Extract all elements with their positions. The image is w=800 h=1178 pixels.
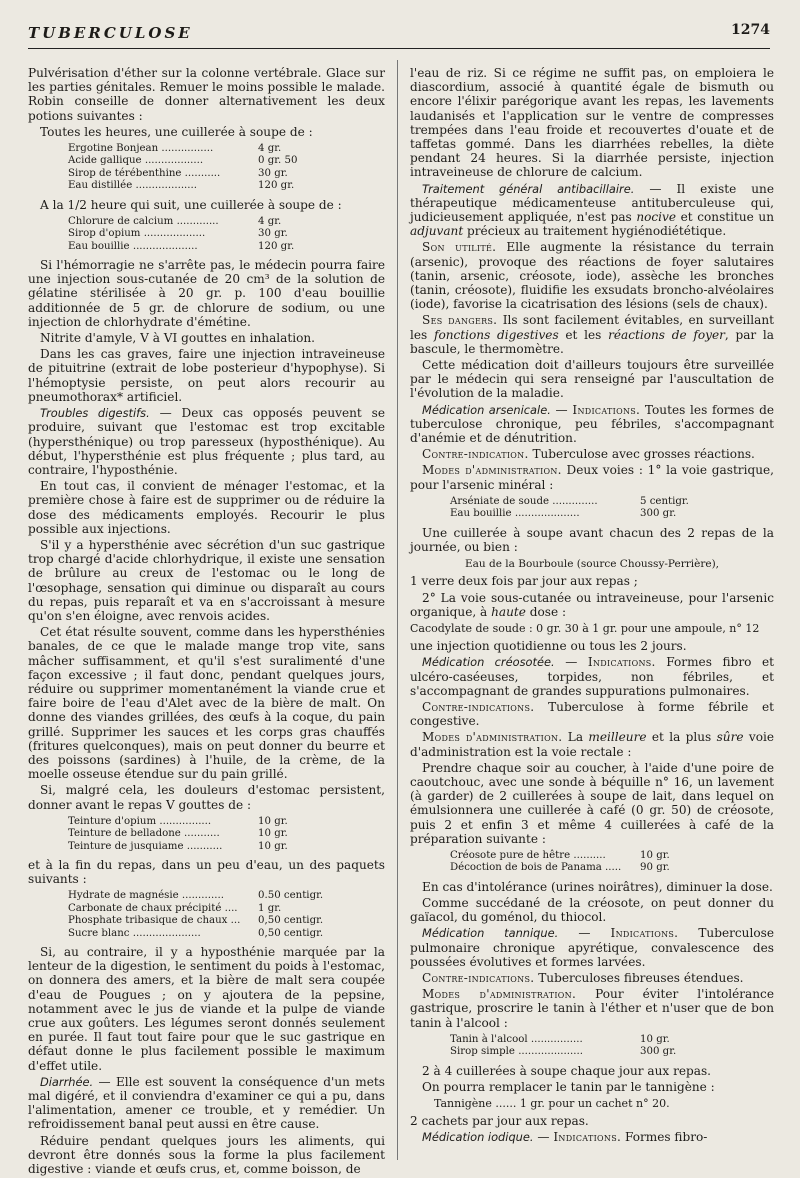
page-number: 1274 [731, 22, 770, 38]
paragraph: En tout cas, il convient de ménager l'estomac, et la première chose à faire est de supprimer ou de réduire la dose des médicaments employés. Recourir le plus possible aux injections. [28, 479, 385, 536]
ingredient-quantity: 1 gr. [258, 902, 282, 914]
ingredient-quantity: 300 gr. [640, 1046, 677, 1058]
prescription-row [68, 828, 385, 840]
prescription-row [450, 1034, 774, 1046]
prescription-row [68, 915, 385, 927]
prescription-row [68, 155, 385, 167]
ingredient-name: Teinture de jusquiame ........... [68, 840, 223, 852]
ingredient-name: Teinture de belladone ........... [68, 828, 220, 840]
paragraph: Son utilité. Elle augmente la résistance du terrain (arsenic), provoque des réactions de foyer salutaires (tanin, arsenic, créosote, iode), assèche les bronches (tanin, créosote), fluidifie les exsudats broncho-alvéolaires (iode), favorise la cicatrisation des lésions (sels de chaux). [410, 240, 774, 312]
prescription-2 [68, 216, 385, 253]
ingredient-quantity: 10 gr. [258, 828, 288, 840]
ingredient-quantity: 10 gr. [640, 849, 670, 861]
paragraph: 1 verre deux fois par jour aux repas ; [410, 574, 638, 589]
running-title: TUBERCULOSE [28, 24, 193, 42]
ingredient-quantity: 120 gr. [258, 240, 295, 252]
ingredient-quantity: 4 gr. [258, 143, 282, 155]
ingredient-quantity: 10 gr. [258, 840, 288, 852]
paragraph: Ses dangers. Ils sont facilement évitables, en surveillant les fonctions digestives et les réactions de foyer, par la bascule, le thermomètre. [410, 313, 774, 356]
ingredient-name: Eau distillée ................... [68, 180, 198, 192]
paragraph: Contre-indications. Tuberculoses fibreuses étendues. [422, 971, 744, 985]
paragraph: Toutes les heures, une cuillerée à soupe de : [40, 124, 313, 139]
paragraph: En cas d'intolérance (urines noirâtres), diminuer la dose. [422, 879, 773, 894]
ingredient-name: Eau bouillie .................... [450, 508, 580, 520]
prescription-row [68, 241, 385, 253]
prescription-row [450, 1046, 774, 1058]
paragraph: Dans les cas graves, faire une injection intraveineuse de pituitrine (extrait de lobe posterieur d'hypophyse). Si l'hémoptysie persiste, on peut alors recourir au pneumothorax* artificiel. [28, 347, 385, 404]
ingredient-quantity: 0 gr. 50 [258, 155, 298, 167]
ingredient-quantity: 120 gr. [258, 180, 295, 192]
paragraph: S'il y a hypersthénie avec sécrétion d'un suc gastrique trop chargé d'acide chlorhydrique, il existe une sensation de brûlure au creux de l'estomac ou le long de l'œsophage, sensation qui diminue ou disparaît au cours du repas, puis reparaît et va en s'accroissant à mesure qu'on s'en éloigne, avec renvois acides. [28, 537, 385, 623]
section-medication-iodique: Médication iodique. — Indications. Formes fibro- [422, 1130, 708, 1145]
prescription-row [68, 168, 385, 180]
paragraph: Une cuillerée à soupe avant chacun des 2 repas de la journée, ou bien : [410, 525, 774, 554]
section-heading: Médication tannique. [422, 926, 559, 941]
prescription-row [450, 850, 774, 862]
left-column [28, 66, 385, 1178]
paragraph: et à la fin du repas, dans un peu d'eau, un des paquets suivants : [28, 858, 385, 887]
ingredient-quantity: 4 gr. [258, 215, 282, 227]
tannigene-line: Tannigène ...... 1 gr. pour un cachet n° 20. [434, 1097, 670, 1111]
paragraph: Cet état résulte souvent, comme dans les hypersthénies banales, de ce que le malade mange trop vite, sans mâcher suffisamment, et qu'il s'est suralimenté d'une façon excessive ; il faut donc, pendant quelques jours, réduire ou supprimer momentanément la viande crue et faire boire de l'eau d'Alet avec de la bière de malt. On donne des viandes grillées, des œufs à la coque, du pain grillé. Supprimer les sauces et les corps gras chauffés (fritures quelconques), mais on peut donner du beurre et des poissons (sardines) à l'huile, de la crème, de la moelle osseuse étendue sur du pain grillé. [28, 625, 385, 782]
ingredient-quantity: 10 gr. [258, 815, 288, 827]
section-medication-arsenicale: Médication arsenicale. — Indications. Toutes les formes de tuberculose chronique, peu fébriles, s'accompagnant d'anémie et de dénutrition. [410, 402, 774, 446]
prescription-row [68, 216, 385, 228]
section-medication-tannique: Médication tannique. — Indications. Tuberculose pulmonaire chronique apyrétique, convalescence des poussées évolutives et formes larvées. [410, 926, 774, 969]
paragraph: 2 à 4 cuillerées à soupe chaque jour aux repas. [422, 1063, 712, 1078]
ingredient-name: Acide gallique .................. [68, 155, 204, 167]
prescription-5 [450, 496, 774, 521]
ingredient-name: Teinture d'opium ................ [68, 815, 212, 827]
ingredient-name: Sirop simple .................... [450, 1046, 583, 1058]
paragraph: Comme succédané de la créosote, on peut donner du gaïacol, du goménol, du thiocol. [410, 895, 774, 925]
ingredient-quantity: 30 gr. [258, 167, 288, 179]
column-rule [397, 60, 398, 1160]
prescription-row [68, 228, 385, 240]
section-heading: Diarrhée. [40, 1074, 94, 1089]
paragraph: On pourra remplacer le tanin par le tannigène : [422, 1079, 715, 1094]
paragraph: Cette médication doit d'ailleurs toujours être surveillée par le médecin qui sera renseigné par l'auscultation de l'évolution de la maladie. [410, 358, 774, 401]
paragraph: Si, au contraire, il y a hyposthénie marquée par la lenteur de la digestion, le sentiment du poids à l'estomac, on donnera des amers, et la bière de malt sera coupée d'eau de Pougues ; on y ajoutera de la pepsine, notamment avec le jus de viande et la pulpe de viande crue aux goûters. Les légumes seront donnés seulement en purée. Il faut tout faire pour que le suc gastrique en défaut donne le plus facilement possible le maximum d'effet utile. [28, 945, 385, 1073]
section-heading: Troubles digestifs. [40, 406, 150, 421]
paragraph: une injection quotidienne ou tous les 2 jours. [410, 639, 687, 654]
ingredient-quantity: 0,50 centigr. [258, 927, 324, 939]
section-heading: Médication créosotée. [422, 655, 555, 670]
ingredient-name: Sirop de térébenthine ........... [68, 167, 221, 179]
prescription-row [68, 928, 385, 940]
ingredient-name: Ergotine Bonjean ................ [68, 143, 214, 155]
paragraph: Modes d'administration. La meilleure et la plus sûre voie d'administration est la voie rectale : [410, 730, 775, 759]
ingredient-name: Eau bouillie .................... [68, 240, 198, 252]
ingredient-quantity: 10 gr. [640, 1033, 670, 1045]
prescription-7 [450, 1034, 774, 1059]
section-heading: Médication iodique. [422, 1130, 534, 1145]
section-heading: Traitement général antibacillaire. [422, 181, 635, 196]
prescription-row [68, 143, 385, 155]
ingredient-name: Tanin à l'alcool ................ [450, 1033, 583, 1045]
paragraph: Prendre chaque soir au coucher, à l'aide d'une poire de caoutchouc, avec une sonde à béquille n° 16, un lavement (à garder) de 2 cuillerées à soupe de lait, dans lequel on émulsionnera une cuillerée à café (0 gr. 50) de créosote, puis 2 et enfin 3 et même 4 cuillerées à café de la préparation suivante : [410, 760, 774, 846]
prescription-6 [450, 850, 774, 875]
bourboule-line: Eau de la Bourboule (source Choussy-Perrière), [464, 558, 720, 571]
ingredient-quantity: 300 gr. [640, 508, 677, 520]
ingredient-name: Carbonate de chaux précipité .... [68, 902, 238, 914]
ingredient-name: Hydrate de magnésie ............. [68, 890, 224, 902]
paragraph: l'eau de riz. Si ce régime ne suffit pas, on emploiera le diascordium, associé à quantité égale de bismuth ou encore l'élixir parégorique avant les repas, les lavements laudanisés et l'application sur le ventre de compresses trempées dans l'eau froide et recouvertes d'ouate et de taffetas gommé. Dans les diarrhées rebelles, la diète pendant 24 heures. Si la diarrhée persiste, injection intraveineuse de chlorure de calcium. [410, 66, 774, 180]
ingredient-quantity: 90 gr. [640, 862, 670, 874]
prescription-row [68, 180, 385, 192]
ingredient-quantity: 0.50 centigr. [258, 890, 324, 902]
cacodylate-line: Cacodylate de soude : 0 gr. 30 à 1 gr. pour une ampoule, n° 12 [410, 621, 760, 635]
prescription-row [450, 508, 774, 520]
paragraph: 2 cachets par jour aux repas. [410, 1114, 589, 1129]
prescription-row [68, 890, 385, 902]
ingredient-quantity: 5 centigr. [640, 495, 689, 507]
section-traitement-general: Traitement général antibacillaire. — Il existe une thérapeutique médicamenteuse antituberculeuse qui, judicieusement appliquée, n'est pas nocive et constitue un adjuvant précieux au traitement hygiénodiététique. [410, 181, 774, 239]
paragraph: Réduire pendant quelques jours les aliments, qui devront être donnés sous la forme la plus facilement digestive : viande et œufs crus, et, comme boisson, de [28, 1133, 385, 1177]
ingredient-name: Arséniate de soude .............. [450, 495, 598, 507]
prescription-row [68, 816, 385, 828]
prescription-row [450, 862, 774, 874]
ingredient-name: Décoction de bois de Panama ..... [450, 862, 622, 874]
paragraph: Pulvérisation d'éther sur la colonne vertébrale. Glace sur les parties génitales. Remuer le moins possible le malade. Robin conseille de donner alternativement les deux potions suivantes : [28, 66, 385, 123]
ingredient-name: Sirop d'opium ................... [68, 228, 206, 240]
paragraph: Si, malgré cela, les douleurs d'estomac persistent, donner avant le repas V gouttes de : [28, 783, 385, 812]
prescription-row [450, 496, 774, 508]
prescription-row [68, 903, 385, 915]
prescription-row [68, 841, 385, 853]
ingredient-name: Sucre blanc ..................... [68, 927, 201, 939]
section-diarrhee: Diarrhée. — Elle est souvent la conséquence d'un mets mal digéré, et il conviendra d'examiner ce qui a pu, dans l'alimentation, amener ce trouble, et y remédier. Un refroidissement banal peut aussi en être cause. [28, 1074, 385, 1132]
section-medication-creosotee: Médication créosotée. — Indications. Formes fibro et ulcéro-caséeuses, torpides, non fébriles, et s'accompagnant de grandes suppurations pulmonaires. [410, 655, 775, 698]
section-troubles-digestifs: Troubles digestifs. — Deux cas opposés peuvent se produire, suivant que l'estomac est trop excitable (hypersthénique) ou trop paresseux (hyposthénique). Au début, l'hypersthénie est plus fréquente ; plus tard, au contraire, l'hyposthénie. [28, 406, 385, 477]
ingredient-quantity: 30 gr. [258, 228, 288, 240]
right-column [410, 66, 774, 1147]
ingredient-name: Créosote pure de hêtre .......... [450, 849, 606, 861]
paragraph: Modes d'administration. Pour éviter l'intolérance gastrique, proscrire le tanin à l'éther et n'user que de bon tanin à l'alcool : [410, 987, 774, 1030]
ingredient-name: Chlorure de calcium ............. [68, 215, 219, 227]
prescription-1 [68, 143, 385, 193]
ingredient-name: Phosphate tribasique de chaux ... [68, 915, 241, 927]
paragraph: Contre-indication. Tuberculose avec grosses réactions. [422, 447, 755, 462]
ingredient-quantity: 0,50 centigr. [258, 915, 324, 927]
page-header [28, 22, 770, 49]
prescription-4 [68, 890, 385, 940]
paragraph: Nitrite d'amyle, V à VI gouttes en inhalation. [40, 331, 316, 346]
prescription-3 [68, 816, 385, 853]
paragraph: Si l'hémorragie ne s'arrête pas, le médecin pourra faire une injection sous-cutanée de 20 cm³ de la solution de gélatine stérilisée à 20 gr. p. 100 d'eau bouillie additionnée de 5 gr. de chlorure de sodium, ou une injection de chlorhydrate d'émétine. [28, 258, 385, 329]
paragraph: 2° La voie sous-cutanée ou intraveineuse, pour l'arsenic organique, à haute dose : [410, 590, 774, 619]
section-heading: Médication arsenicale. [422, 402, 551, 417]
paragraph: Modes d'administration. Deux voies : 1° la voie gastrique, pour l'arsenic minéral : [410, 463, 774, 492]
paragraph: Contre-indications. Tuberculose à forme fébrile et congestive. [410, 699, 774, 729]
paragraph: A la 1/2 heure qui suit, une cuillerée à soupe de : [40, 197, 342, 212]
